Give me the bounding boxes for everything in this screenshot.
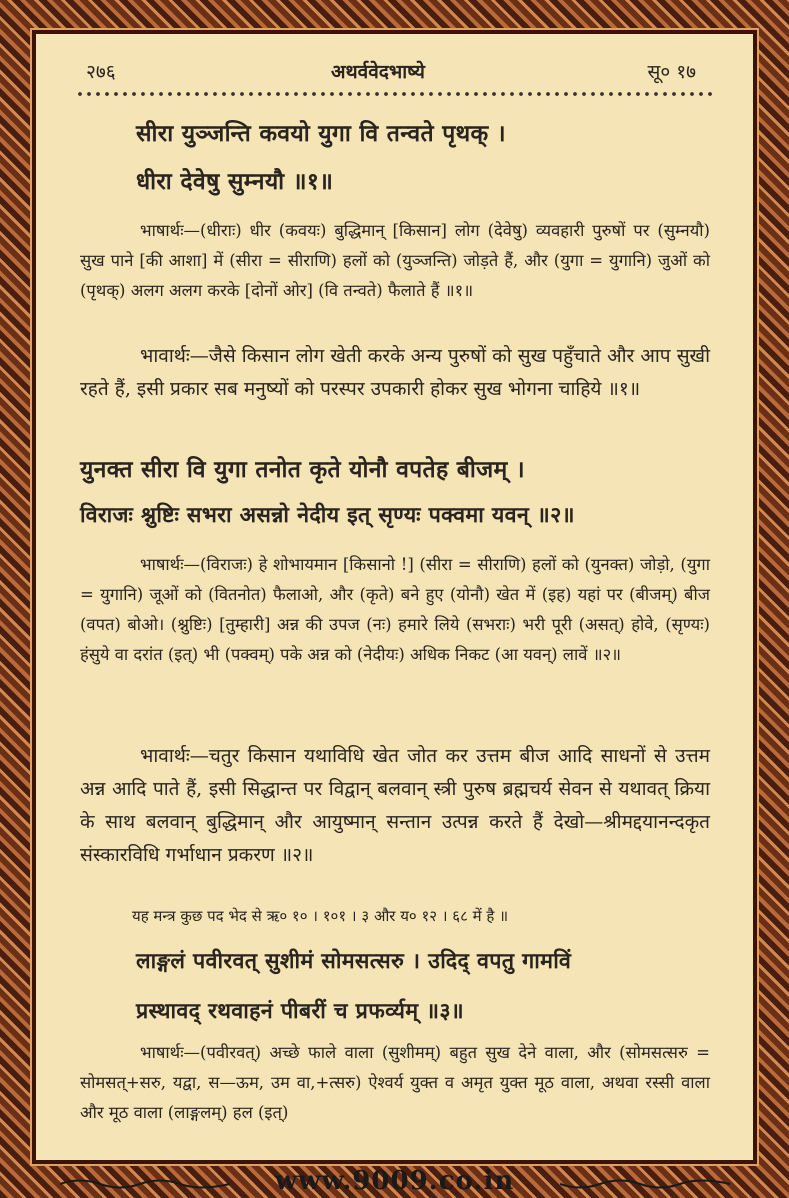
bhashartha-2 bbox=[80, 550, 710, 670]
bhashartha-1 bbox=[80, 216, 710, 306]
mantra1-line1: सीरा युञ्जन्ति कवयो युगा वि तन्वते पृथक् । bbox=[136, 120, 506, 147]
header-divider bbox=[76, 90, 716, 98]
bhavartha-1-text: भावार्थः—जैसे किसान लोग खेती करके अन्य पुरुषों को सुख पहुँचाते और आप सुखी रहते हैं, इसी प्रकार सब मनुष्यों को परस्पर उपकारी होकर सुख भोगना चाहिये ॥१॥ bbox=[80, 345, 710, 400]
bhavartha-1 bbox=[80, 340, 710, 406]
book-title: अथर्ववेदभाष्ये bbox=[331, 61, 425, 83]
bhavartha-2 bbox=[80, 740, 710, 872]
bhavartha-2-text: भावार्थः—चतुर किसान यथाविधि खेत जोत कर उत्तम बीज आदि साधनों से उत्तम अन्न आदि पाते हैं, इसी सिद्धान्त पर विद्वान् बलवान् स्त्री पुरुष ब्रह्मचर्य सेवन से यथावत् क्रिया के साथ बलवान् बुद्धिमान् और आयुष्मान् सन्तान उत्पन्न करते हैं देखो—श्रीमद्दयानन्दकृत संस्कारविधि गर्भाधान प्रकरण ॥२॥ bbox=[80, 745, 710, 866]
right-scroll-ornament bbox=[560, 1176, 730, 1190]
footer-bar bbox=[0, 1166, 789, 1198]
sukta-number: सू० १७ bbox=[647, 61, 696, 83]
page-header bbox=[76, 54, 716, 88]
bhashartha-3-text: भाषार्थः—(पवीरवत्) अच्छे फाले वाला (सुशीमम्) बहुत सुख देने वाला, और (सोमसत्सरु = सोमसत्+सरु, यद्वा, स—ऊम, उम वा,+त्सरु) ऐश्वर्य युक्त व अमृत युक्त मूठ वाला, अथवा रस्सी वाला और मूठ वाला (लाङ्गलम्) हल (इत्) bbox=[80, 1043, 710, 1122]
book-page bbox=[36, 34, 753, 1160]
mantra2-line2: विराजः श्नुष्टिः सभरा असन्नो नेदीय इत् सृण्यः पक्वमा यवन् ॥२॥ bbox=[80, 503, 575, 528]
bhashartha-3 bbox=[80, 1038, 710, 1128]
bhashartha-2-text: भाषार्थः—(विराजः) हे शोभायमान [किसानो !] (सीरा = सीराणि) हलों को (युनक्त) जोड़ो, (युगा = युगानि) जूओं को (वितनोत) फैलाओ, और (कृते) बने हुए (योनौ) खेत में (इह) यहां पर (बीजम्) बीज (वपत) बोओ। (श्नुष्टिः) [तुम्हारी] अन्न की उपज (नः) हमारे लिये (सभराः) भरी पूरी (असत्) होवे, (सृण्यः) हंसुये वा दरांत (इत्) भी (पक्वम्) पके अन्न को (नेदीयः) अधिक निकट (आ यवन्) लावें ॥२॥ bbox=[80, 555, 710, 664]
mantra3-line1: लाङ्गलं पवीरवत् सुशीमं सोमसत्सरु । उदिद् वपतु गामविं bbox=[136, 949, 572, 974]
mantra1-line2: धीरा देवेषु सुम्नयौ ॥१॥ bbox=[136, 168, 334, 195]
website-url[interactable]: www.9009.co.in bbox=[274, 1166, 515, 1196]
cross-reference-note: यह मन्त्र कुछ पद भेद से ऋ० १० । १०१ । ३ और य० १२ । ६८ में है ॥ bbox=[132, 907, 509, 925]
page-number: २७६ bbox=[86, 61, 116, 83]
mantra3-line2: प्रस्थावद् रथवाहनं पीबरीं च प्रफर्व्यम् ॥३॥ bbox=[136, 999, 464, 1024]
mantra2-line1: युनक्त सीरा वि युगा तनोत कृते योनौ वपतेह बीजम् । bbox=[80, 456, 525, 483]
bhashartha-1-text: भाषार्थः—(धीराः) धीर (कवयः) बुद्धिमान् [किसान] लोग (देवेषु) व्यवहारी पुरुषों पर (सुम्नयौ) सुख पाने [की आशा] में (सीरा = सीराणि) हलों को (युञ्जन्ति) जोड़ते हैं, और (युगा = युगानि) जुओं को (पृथक्) अलग अलग करके [दोनों ओर] (वि तन्वते) फैलाते हैं ॥१॥ bbox=[80, 221, 710, 300]
